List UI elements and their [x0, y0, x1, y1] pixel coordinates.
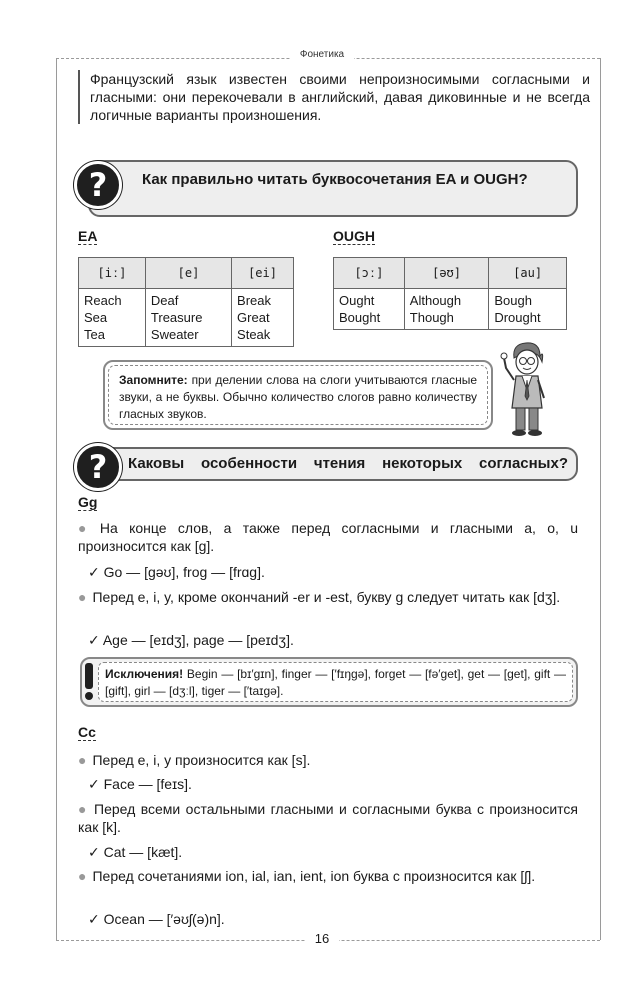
ough-header-1: [ɔː]	[334, 258, 405, 289]
exceptions-text: Begin — [bɪ′gɪn], finger — [′fɪŋgə], forget — [fə′get], get — [get], gift — [gift], girl — [dʒːl], tiger — [′taɪgə].	[105, 667, 566, 698]
ough-cell: Although Though	[404, 289, 489, 330]
question-box-consonants	[88, 447, 578, 481]
ough-table	[333, 257, 567, 330]
cc-example-1: ✓ Face — [feɪs].	[88, 776, 192, 792]
cc-rule-2: ● Перед всеми остальными гласными и согласными буква c произносится как [k].	[78, 801, 578, 835]
question-box-ea-ough	[88, 160, 578, 217]
page-number: 16	[0, 931, 644, 946]
running-head: Фонетика	[0, 49, 644, 60]
cartoon-boy-illustration	[500, 338, 552, 438]
bullet-icon: ●	[78, 752, 87, 768]
cc-example-3: ✓ Ocean — [′əʊʃ(ə)n].	[88, 911, 225, 927]
section-label-ough: OUGH	[333, 228, 375, 244]
gg-rule-2: ● Перед e, i, y, кроме окончаний -er и -est, букву g следует читать как [dʒ].	[78, 589, 561, 605]
bullet-icon: ●	[78, 801, 88, 817]
exclamation-icon	[82, 663, 96, 701]
ea-table	[78, 257, 294, 347]
cc-rule-1: ● Перед e, i, y произносится как [s].	[78, 752, 311, 768]
exceptions-label: Исключения!	[105, 667, 184, 681]
cc-example-2: ✓ Cat — [kæt].	[88, 844, 183, 860]
ea-cell: Deaf Treasure Sweater	[145, 289, 231, 347]
gg-example-2: ✓ Age — [eɪdʒ], page — [peɪdʒ].	[88, 632, 294, 648]
remember-label: Запомните:	[119, 373, 188, 387]
remember-text: при делении слова на слоги учитываются гласные звуки, а не буквы. Обычно количество слогов равно количеству гласных звуков.	[119, 373, 477, 421]
question-text: Каковы особенности чтения некоторых согласных?	[128, 455, 568, 472]
exceptions-box	[80, 657, 578, 707]
ea-cell: Break Great Steak	[232, 289, 294, 347]
ough-cell: Bough Drought	[489, 289, 567, 330]
section-label-ea: EA	[78, 228, 98, 244]
remember-note	[103, 360, 493, 430]
question-mark-icon: ?	[74, 443, 122, 491]
bullet-icon: ●	[78, 520, 94, 536]
ough-cell: Ought Bought	[334, 289, 405, 330]
cc-rule-3: ● Перед сочетаниями ion, ial, ian, ient, ion буква c произносится как [ʃ].	[78, 868, 536, 884]
question-text: Как правильно читать буквосочетания EA и OUGH?	[142, 171, 528, 188]
gg-rule-1: ● На конце слов, а также перед согласными и гласными a, o, u произносится как [g].	[78, 520, 578, 554]
section-label-cc: Cc	[78, 724, 96, 740]
ea-header-2: [e]	[145, 258, 231, 289]
ough-header-3: [au]	[489, 258, 567, 289]
page-frame-left	[56, 58, 57, 940]
question-mark-icon: ?	[74, 161, 122, 209]
bullet-icon: ●	[78, 589, 87, 605]
ea-cell: Reach Sea Tea	[79, 289, 146, 347]
ea-header-1: [iː]	[79, 258, 146, 289]
page-frame-right	[600, 58, 601, 940]
section-label-gg: Gg	[78, 494, 98, 510]
intro-paragraph: Французский язык известен своими непроизносимыми согласными и гласными: они перекочевали в английский, давая диковинные и не всегда логичные варианты произношения.	[78, 70, 590, 124]
gg-example-1: ✓ Go — [gəʊ], frog — [frɑg].	[88, 564, 265, 580]
bullet-icon: ●	[78, 868, 87, 884]
ea-header-3: [ei]	[232, 258, 294, 289]
ough-header-2: [əʊ]	[404, 258, 489, 289]
